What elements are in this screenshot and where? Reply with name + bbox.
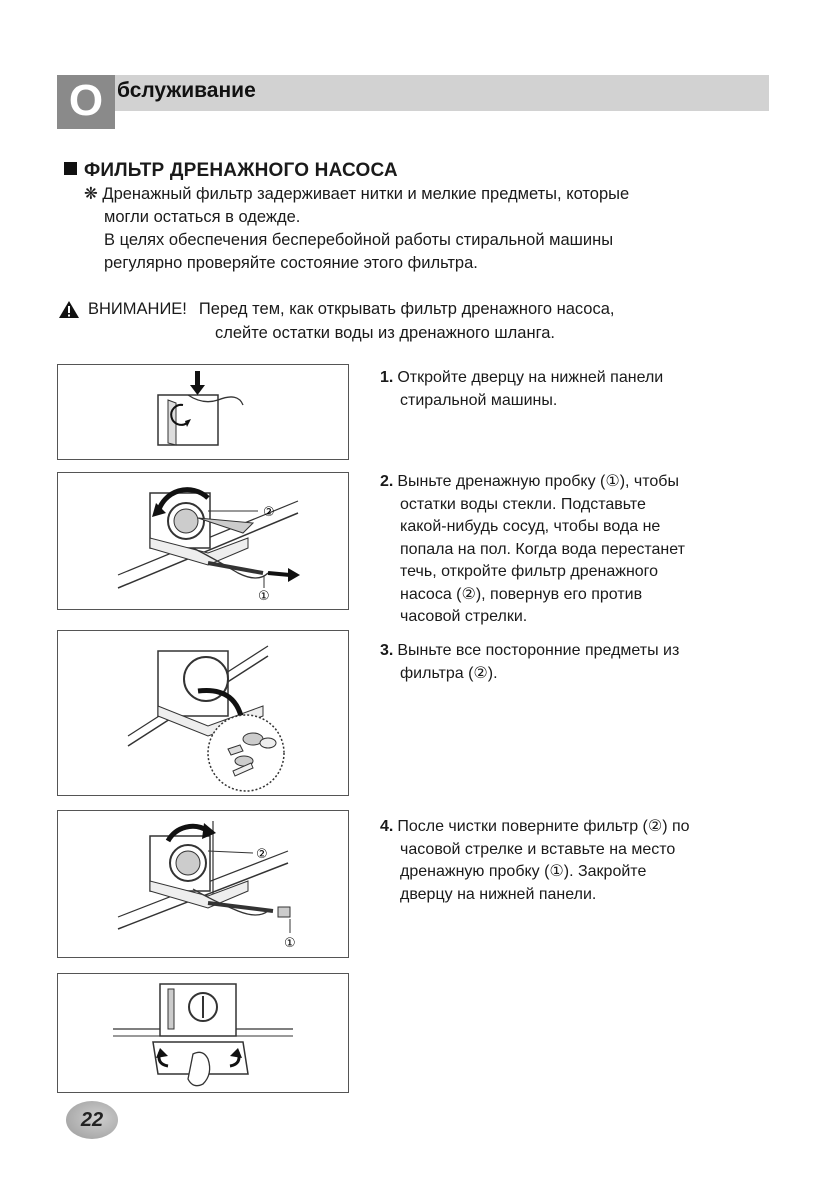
step-line: попала на пол. Когда вода перестанет [400, 540, 685, 558]
warning-block [58, 297, 615, 345]
warning-triangle-icon [58, 300, 80, 319]
step-line: Выньте дренажную пробку (①), чтобы [397, 473, 679, 490]
step-line: дренажную пробку (①). Закройте [400, 863, 647, 880]
section-note [84, 183, 629, 275]
callout-2-label: ② [256, 847, 268, 862]
step-line: дверцу на нижней панели. [400, 885, 597, 903]
page-number-badge [66, 1101, 118, 1139]
bullet-square-icon [64, 162, 77, 175]
step-line: Откройте дверцу на нижней панели [397, 369, 664, 386]
figure-close-door [57, 973, 349, 1093]
step-1 [380, 367, 760, 412]
figure-install-filter [57, 810, 349, 958]
step-line: Выньте все посторонние предметы из [397, 642, 680, 659]
step-line: насоса (②), повернув его против [400, 585, 643, 603]
step-line: фильтра (②). [400, 664, 498, 682]
warning-text: Перед тем, как открывать фильтр дренажного насоса, [198, 300, 615, 318]
callout-1-label: ① [284, 936, 296, 951]
figure-remove-plug [57, 472, 349, 610]
figure-open-door [57, 364, 349, 460]
warning-text: слейте остатки воды из дренажного шланга. [215, 324, 556, 342]
step-line: стиральной машины. [400, 391, 558, 409]
figure-remove-debris [57, 630, 349, 796]
step-line: часовой стрелке и вставьте на место [400, 840, 676, 858]
step-number: 1. [380, 369, 394, 386]
section-title: ФИЛЬТР ДРЕНАЖНОГО НАСОСА [64, 160, 398, 182]
step-2 [380, 471, 760, 629]
step-line: остатки воды стекли. Подставьте [400, 495, 646, 513]
page-title: бслуживание [117, 79, 256, 102]
note-line: регулярно проверяйте состояние этого фильтра. [104, 254, 478, 272]
warning-label: ВНИМАНИЕ! [88, 300, 187, 318]
step-number: 4. [380, 818, 394, 835]
step-line: какой-нибудь сосуд, чтобы вода не [400, 518, 661, 535]
page-number: 22 [80, 1108, 104, 1131]
note-line: В целях обеспечения бесперебойной работы стиральной машины [104, 231, 614, 249]
step-number: 2. [380, 473, 394, 490]
step-line: часовой стрелки. [400, 608, 528, 625]
header-letter-box [57, 75, 115, 129]
step-number: 3. [380, 642, 394, 659]
callout-1-label: ① [258, 589, 270, 604]
step-3 [380, 640, 760, 685]
note-line: ❋ Дренажный фильтр задерживает нитки и мелкие предметы, которые [84, 185, 630, 203]
step-line: После чистки поверните фильтр (②) по [397, 818, 690, 835]
step-line: течь, откройте фильтр дренажного [400, 563, 659, 580]
note-line: могли остаться в одежде. [104, 208, 301, 226]
step-4 [380, 816, 760, 906]
header-letter: О [68, 76, 104, 125]
callout-2-label: ② [263, 505, 275, 520]
